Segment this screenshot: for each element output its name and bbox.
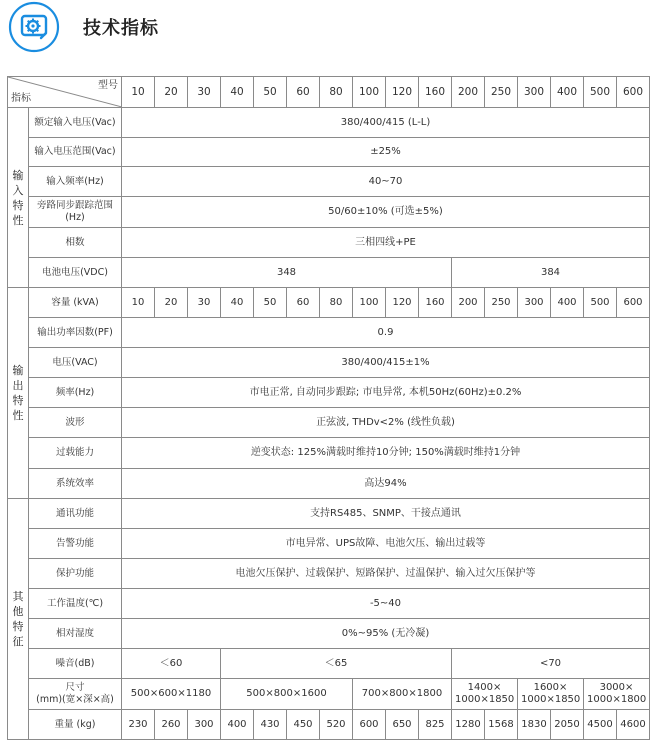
row-label: 工作温度(℃) (29, 589, 122, 619)
table-row (8, 469, 650, 499)
corner-model-label: 型号 (98, 80, 118, 91)
section-header (8, 0, 648, 54)
row-value: 高达94% (122, 469, 650, 499)
row-value: 700×800×1800 (353, 679, 452, 710)
model-header: 500 (584, 77, 617, 108)
row-label (29, 679, 122, 710)
row-value: ±25% (122, 138, 650, 167)
row-value: 市电正常, 自动同步跟踪; 市电异常, 本机50Hz(60Hz)±0.2% (122, 378, 650, 408)
model-header: 200 (452, 77, 485, 108)
row-label: 通讯功能 (29, 499, 122, 529)
table-row (8, 258, 650, 288)
row-label: 电压(VAC) (29, 348, 122, 378)
row-value: -5~40 (122, 589, 650, 619)
row-value: 1400× 1000×1850 (452, 679, 518, 710)
row-value: 三相四线+PE (122, 228, 650, 258)
cell-value: 120 (386, 288, 419, 318)
row-label: 容量 (kVA) (29, 288, 122, 318)
table-row (8, 408, 650, 438)
row-label: 输入电压范围(Vac) (29, 138, 122, 167)
size-label: 尺寸 (mm)(宽×深×高) (36, 682, 114, 705)
row-label: 输出功率因数(PF) (29, 318, 122, 348)
table-row (8, 378, 650, 408)
cell-value: 1280 (452, 710, 485, 740)
group-input: 输 入 特 性 (8, 108, 29, 288)
model-header: 160 (419, 77, 452, 108)
row-label: 告警功能 (29, 529, 122, 559)
row-value: 380/400/415±1% (122, 348, 650, 378)
model-header: 100 (353, 77, 386, 108)
row-label: 过载能力 (29, 438, 122, 469)
row-label: 电池电压(VDC) (29, 258, 122, 288)
table-row (8, 679, 650, 710)
table-row (8, 348, 650, 378)
group-other: 其 他 特 征 (8, 499, 29, 740)
spec-table (7, 76, 650, 740)
table-row (8, 559, 650, 589)
row-value: 市电异常、UPS故障、电池欠压、输出过载等 (122, 529, 650, 559)
row-value: 电池欠压保护、过载保护、短路保护、过温保护、输入过欠压保护等 (122, 559, 650, 589)
table-row (8, 228, 650, 258)
model-header: 40 (221, 77, 254, 108)
cell-value: 250 (485, 288, 518, 318)
cell-value: 400 (221, 710, 254, 740)
row-label: 相数 (29, 228, 122, 258)
cell-value: 10 (122, 288, 155, 318)
row-label: 输入频率(Hz) (29, 167, 122, 197)
row-value: 正弦波, THDv<2% (线性负载) (122, 408, 650, 438)
table-row (8, 649, 650, 679)
model-header: 80 (320, 77, 353, 108)
cell-value: 520 (320, 710, 353, 740)
cell-value: 230 (122, 710, 155, 740)
table-row (8, 167, 650, 197)
row-value: 支持RS485、SNMP、干接点通讯 (122, 499, 650, 529)
row-value: 500×600×1180 (122, 679, 221, 710)
cell-value: 400 (551, 288, 584, 318)
corner-spec-label: 指标 (11, 93, 31, 104)
row-value: ＜60 (122, 649, 221, 679)
model-header: 120 (386, 77, 419, 108)
row-value: <70 (452, 649, 650, 679)
cell-value: 1830 (518, 710, 551, 740)
row-value: 380/400/415 (L-L) (122, 108, 650, 138)
gear-screen-icon (8, 1, 60, 53)
table-row (8, 108, 650, 138)
row-value: 50/60±10% (可选±5%) (122, 197, 650, 228)
table-row (8, 499, 650, 529)
table-row (8, 318, 650, 348)
cell-value: 650 (386, 710, 419, 740)
model-header: 600 (617, 77, 650, 108)
cell-value: 20 (155, 288, 188, 318)
group-output: 输 出 特 性 (8, 288, 29, 499)
model-header: 400 (551, 77, 584, 108)
cell-value: 430 (254, 710, 287, 740)
cell-value: 600 (353, 710, 386, 740)
model-header: 300 (518, 77, 551, 108)
cell-value: 450 (287, 710, 320, 740)
table-row (8, 138, 650, 167)
model-header: 10 (122, 77, 155, 108)
page-title: 技术指标 (83, 18, 159, 39)
cell-value: 260 (155, 710, 188, 740)
cell-value: 160 (419, 288, 452, 318)
row-value: 0%~95% (无冷凝) (122, 619, 650, 649)
cell-value: 60 (287, 288, 320, 318)
cell-value: 1568 (485, 710, 518, 740)
row-value: 3000× 1000×1800 (584, 679, 650, 710)
cell-value: 300 (188, 710, 221, 740)
table-row (8, 197, 650, 228)
row-label: 系统效率 (29, 469, 122, 499)
row-label: 波形 (29, 408, 122, 438)
row-value: 500×800×1600 (221, 679, 353, 710)
cell-value: 4600 (617, 710, 650, 740)
row-label: 保护功能 (29, 559, 122, 589)
cell-value: 600 (617, 288, 650, 318)
cell-value: 4500 (584, 710, 617, 740)
cell-value: 30 (188, 288, 221, 318)
row-label: 旁路同步跟踪范围(Hz) (29, 197, 122, 228)
table-row (8, 529, 650, 559)
row-value: ＜65 (221, 649, 452, 679)
cell-value: 825 (419, 710, 452, 740)
model-header: 50 (254, 77, 287, 108)
table-row (8, 288, 650, 318)
model-header: 20 (155, 77, 188, 108)
table-row (8, 619, 650, 649)
row-value: 40~70 (122, 167, 650, 197)
table-row (8, 589, 650, 619)
cell-value: 100 (353, 288, 386, 318)
row-value: 0.9 (122, 318, 650, 348)
cell-value: 500 (584, 288, 617, 318)
model-header: 60 (287, 77, 320, 108)
row-value: 逆变状态: 125%满载时维持10分钟; 150%满载时维持1分钟 (122, 438, 650, 469)
cell-value: 2050 (551, 710, 584, 740)
header-row (8, 77, 650, 108)
row-label: 频率(Hz) (29, 378, 122, 408)
row-label: 重量 (kg) (29, 710, 122, 740)
row-label: 额定输入电压(Vac) (29, 108, 122, 138)
model-header: 250 (485, 77, 518, 108)
row-value: 384 (452, 258, 650, 288)
row-value: 1600× 1000×1850 (518, 679, 584, 710)
cell-value: 200 (452, 288, 485, 318)
cell-value: 50 (254, 288, 287, 318)
corner-cell (8, 77, 122, 108)
table-row (8, 438, 650, 469)
table-row (8, 710, 650, 740)
row-label: 噪音(dB) (29, 649, 122, 679)
row-label: 相对湿度 (29, 619, 122, 649)
cell-value: 300 (518, 288, 551, 318)
cell-value: 80 (320, 288, 353, 318)
cell-value: 40 (221, 288, 254, 318)
model-header: 30 (188, 77, 221, 108)
row-value: 348 (122, 258, 452, 288)
